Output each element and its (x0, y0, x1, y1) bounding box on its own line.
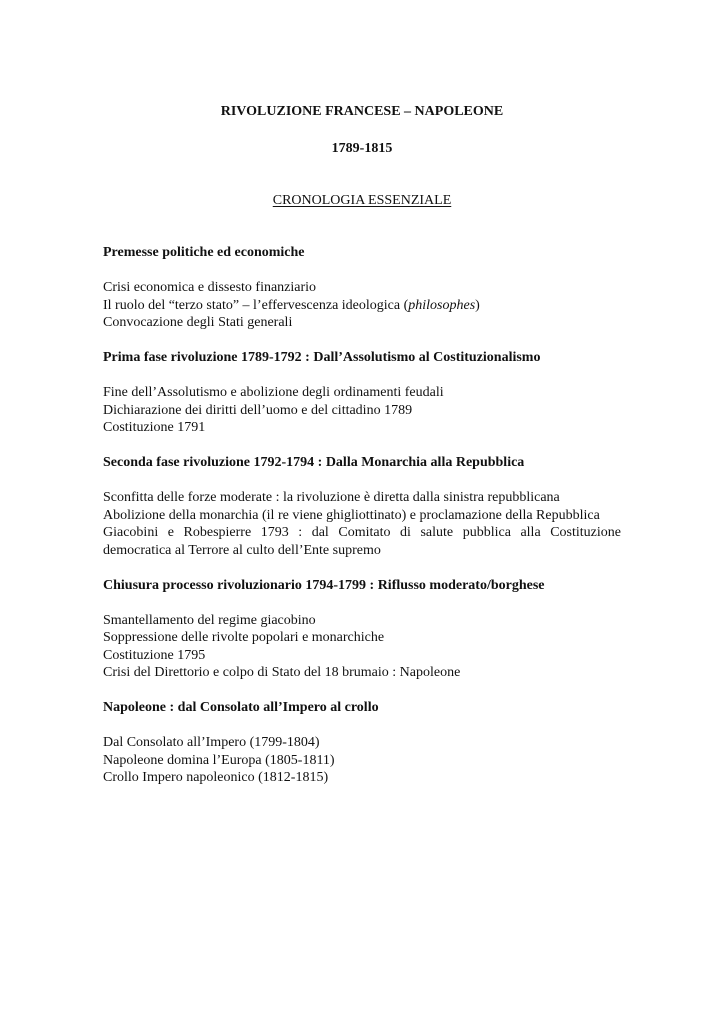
section-item: Smantellamento del regime giacobino (103, 612, 316, 628)
closing-parenthesis: ) (475, 297, 480, 313)
section-item: Costituzione 1795 (103, 647, 206, 663)
section-heading: Prima fase rivoluzione 1789-1792 : Dall’Assolutismo al Costituzionalismo (103, 350, 541, 365)
section-item: Sconfitta delle forze moderate : la rivoluzione è diretta dalla sinistra repubblicana (103, 490, 560, 505)
section-item: Costituzione 1791 (103, 420, 206, 435)
section-item: Crisi del Direttorio e colpo di Stato del 18 brumaio : Napoleone (103, 665, 461, 680)
section-prima-fase (103, 349, 621, 437)
section-item: Fine dell’Assolutismo e abolizione degli ordinamenti feudali (103, 385, 444, 400)
section-item: Dal Consolato all’Impero (1799-1804) (103, 735, 320, 750)
section-napoleone (103, 699, 621, 787)
document-body (103, 244, 621, 804)
section-item (103, 297, 621, 315)
section-item: Crisi economica e dissesto finanziario (103, 280, 317, 295)
document-years: 1789-1815 (331, 141, 393, 156)
section-premesse (103, 244, 621, 332)
section-item: Dichiarazione dei diritti dell’uomo e del cittadino 1789 (103, 402, 413, 418)
document-subtitle: CRONOLOGIA ESSENZIALE (272, 193, 452, 208)
section-item: Abolizione della monarchia (il re viene ghigliottinato) e proclamazione della Repubblica (103, 507, 600, 523)
section-heading: Seconda fase rivoluzione 1792-1794 : Dalla Monarchia alla Repubblica (103, 455, 525, 470)
section-item: Soppressione delle rivolte popolari e monarchiche (103, 630, 385, 645)
section-item: Convocazione degli Stati generali (103, 315, 293, 330)
section-chiusura (103, 577, 621, 682)
section-item: Giacobini e Robespierre 1793 : dal Comitato di salute pubblica alla Costituzione democratica al Terrore al culto dell’Ente supremo (103, 525, 621, 558)
document-title: RIVOLUZIONE FRANCESE – NAPOLEONE (220, 104, 504, 119)
section-item: Napoleone domina l’Europa (1805-1811) (103, 752, 335, 768)
italic-term: philosophes (408, 297, 476, 313)
section-heading: Napoleone : dal Consolato all’Impero al crollo (103, 700, 379, 715)
section-heading: Premesse politiche ed economiche (103, 245, 305, 260)
section-seconda-fase (103, 454, 621, 559)
section-item-text: Il ruolo del “terzo stato” – l’effervescenza ideologica ( (103, 297, 409, 313)
section-heading: Chiusura processo rivoluzionario 1794-1799 : Riflusso moderato/borghese (103, 577, 545, 593)
section-item: Crollo Impero napoleonico (1812-1815) (103, 770, 329, 785)
